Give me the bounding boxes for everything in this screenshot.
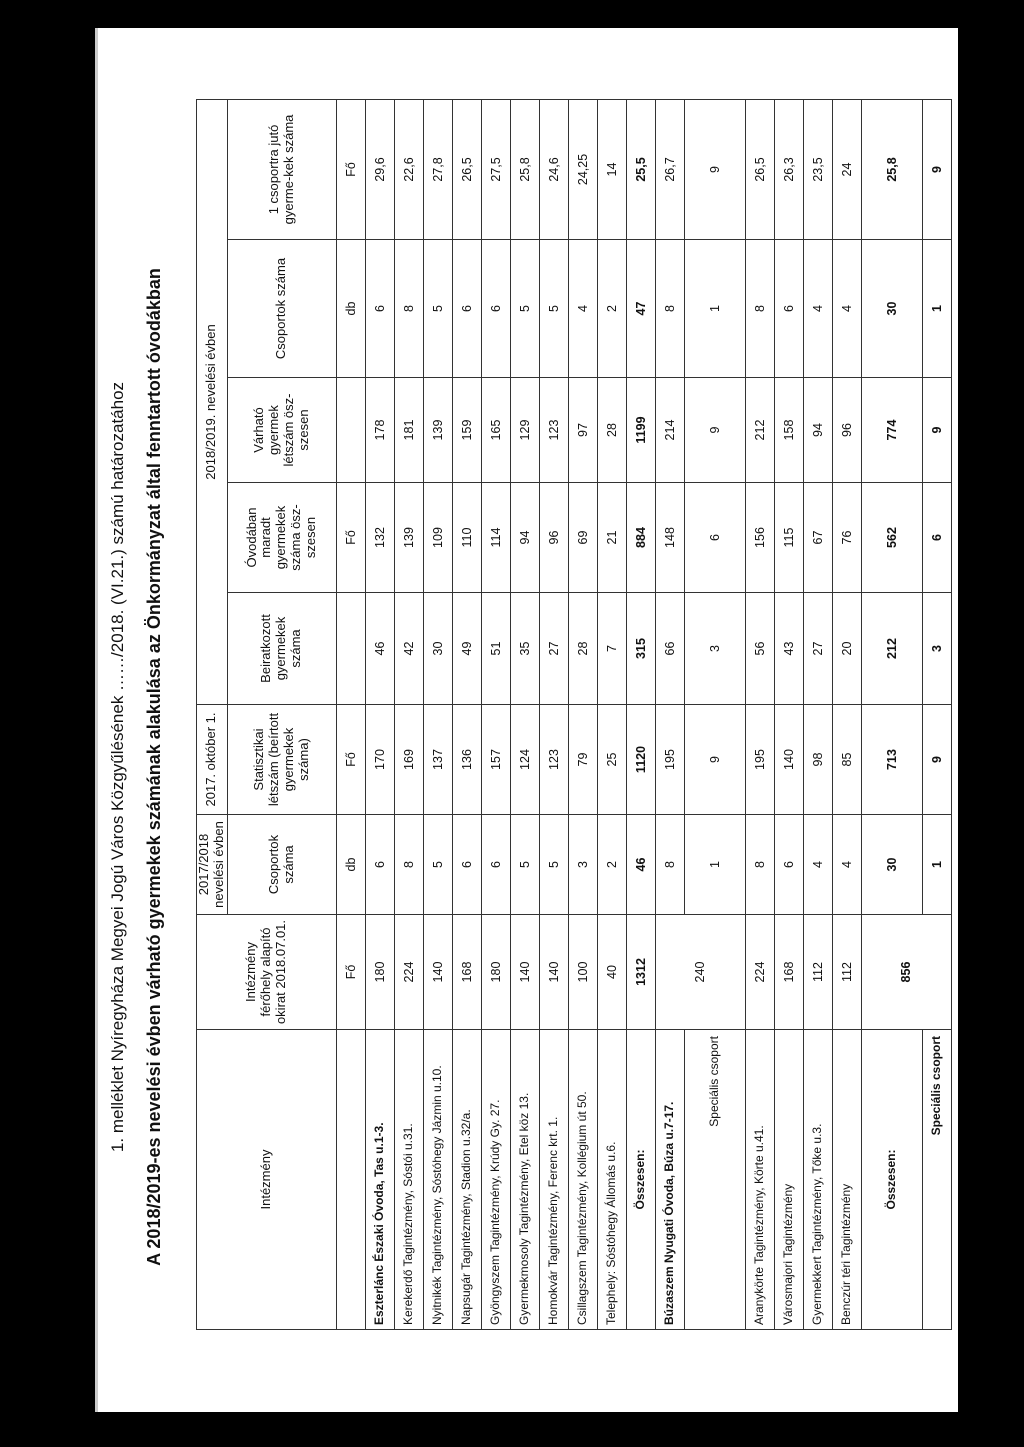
value-cell: 28 xyxy=(568,593,597,705)
value-cell: 170 xyxy=(365,705,394,815)
value-cell: 5 xyxy=(423,815,452,915)
value-cell: 5 xyxy=(539,240,568,378)
value-cell: 27,8 xyxy=(423,99,452,239)
value-cell: 2 xyxy=(597,240,626,378)
value-cell: 123 xyxy=(539,378,568,483)
institution-name: Napsugár Tagintézmény, Stadion u.32/a. xyxy=(452,1030,481,1330)
value-cell: 132 xyxy=(365,483,394,593)
unit-cell-empty xyxy=(336,378,365,483)
header-per-group: 1 csoportra jutó gyerme-kek száma xyxy=(227,99,336,239)
value-cell: 713 xyxy=(861,705,922,815)
value-cell: 195 xyxy=(655,705,684,815)
value-cell: 4 xyxy=(832,240,861,378)
value-cell: 23,5 xyxy=(803,99,832,239)
value-cell: 26,5 xyxy=(745,99,774,239)
value-cell: 6 xyxy=(481,240,510,378)
value-cell: 43 xyxy=(774,593,803,705)
value-cell: 774 xyxy=(861,378,922,483)
table-row xyxy=(394,99,423,1329)
value-cell: 94 xyxy=(510,483,539,593)
capacity-cell: 224 xyxy=(394,915,423,1030)
unit-row xyxy=(336,99,365,1329)
value-cell: 148 xyxy=(655,483,684,593)
value-cell: 1 xyxy=(922,815,951,915)
value-cell: 6 xyxy=(684,483,745,593)
value-cell: 315 xyxy=(626,593,655,705)
value-cell: 21 xyxy=(597,483,626,593)
value-cell: 25,8 xyxy=(510,99,539,239)
value-cell: 22,6 xyxy=(394,99,423,239)
value-cell: 51 xyxy=(481,593,510,705)
header-institution: Intézmény xyxy=(197,1030,337,1330)
value-cell: 42 xyxy=(394,593,423,705)
value-cell: 1 xyxy=(922,240,951,378)
table-row xyxy=(922,99,951,1329)
value-cell: 109 xyxy=(423,483,452,593)
table-row xyxy=(423,99,452,1329)
header-capacity: Intézmény férőhely alapító okirat 2018.07.01. xyxy=(197,915,337,1030)
capacity-cell: 168 xyxy=(774,915,803,1030)
total-label: Összesen: xyxy=(861,1030,922,1330)
value-cell: 8 xyxy=(394,240,423,378)
value-cell: 157 xyxy=(481,705,510,815)
table-row xyxy=(861,99,922,1329)
value-cell: 26,3 xyxy=(774,99,803,239)
value-cell: 5 xyxy=(539,815,568,915)
value-cell: 562 xyxy=(861,483,922,593)
header-expected: Várható gyermek létszám ösz-szesen xyxy=(227,378,336,483)
capacity-cell: 140 xyxy=(510,915,539,1030)
value-cell: 27 xyxy=(539,593,568,705)
table-row xyxy=(803,99,832,1329)
header-groups: Csoportok száma xyxy=(227,815,336,915)
value-cell: 137 xyxy=(423,705,452,815)
value-cell: 94 xyxy=(803,378,832,483)
value-cell: 136 xyxy=(452,705,481,815)
value-cell: 28 xyxy=(597,378,626,483)
capacity-cell: 1312 xyxy=(626,915,655,1030)
value-cell: 30 xyxy=(861,815,922,915)
value-cell: 27,5 xyxy=(481,99,510,239)
value-cell: 9 xyxy=(684,378,745,483)
value-cell: 27 xyxy=(803,593,832,705)
value-cell: 212 xyxy=(861,593,922,705)
value-cell: 6 xyxy=(774,815,803,915)
value-cell: 1199 xyxy=(626,378,655,483)
header-groups-2: Csoportok száma xyxy=(227,240,336,378)
institution-name: Eszterlánc Északi Óvoda, Tas u.1-3. xyxy=(365,1030,394,1330)
value-cell: 30 xyxy=(861,240,922,378)
value-cell: 66 xyxy=(655,593,684,705)
value-cell: 5 xyxy=(510,815,539,915)
value-cell: 115 xyxy=(774,483,803,593)
value-cell: 139 xyxy=(423,378,452,483)
table-row xyxy=(365,99,394,1329)
table-row xyxy=(745,99,774,1329)
value-cell: 79 xyxy=(568,705,597,815)
table-row xyxy=(684,99,745,1329)
value-cell: 96 xyxy=(539,483,568,593)
unit-cell-empty xyxy=(336,593,365,705)
document-page xyxy=(95,28,958,1412)
value-cell: 49 xyxy=(452,593,481,705)
unit-cell: Fő xyxy=(336,99,365,239)
header-year-1819: 2018/2019. nevelési évben xyxy=(197,99,228,704)
institution-name: Gyermekkert Tagintézmény, Tőke u.3. xyxy=(803,1030,832,1330)
table-row xyxy=(832,99,861,1329)
value-cell: 46 xyxy=(626,815,655,915)
value-cell: 26,7 xyxy=(655,99,684,239)
value-cell: 1 xyxy=(684,815,745,915)
value-cell: 47 xyxy=(626,240,655,378)
value-cell: 46 xyxy=(365,593,394,705)
capacity-cell: 112 xyxy=(832,915,861,1030)
capacity-cell: 240 xyxy=(655,915,745,1030)
table-row xyxy=(597,99,626,1329)
value-cell: 3 xyxy=(568,815,597,915)
value-cell: 24,6 xyxy=(539,99,568,239)
value-cell: 9 xyxy=(684,705,745,815)
table-row xyxy=(481,99,510,1329)
value-cell: 6 xyxy=(365,815,394,915)
value-cell: 8 xyxy=(655,240,684,378)
value-cell: 884 xyxy=(626,483,655,593)
value-cell: 159 xyxy=(452,378,481,483)
institution-name: Benczúr téri Tagintézmény xyxy=(832,1030,861,1330)
value-cell: 24 xyxy=(832,99,861,239)
value-cell: 4 xyxy=(568,240,597,378)
value-cell: 158 xyxy=(774,378,803,483)
value-cell: 69 xyxy=(568,483,597,593)
value-cell: 6 xyxy=(452,815,481,915)
value-cell: 178 xyxy=(365,378,394,483)
value-cell: 114 xyxy=(481,483,510,593)
value-cell: 24,25 xyxy=(568,99,597,239)
value-cell: 76 xyxy=(832,483,861,593)
value-cell: 20 xyxy=(832,593,861,705)
unit-cell: Fő xyxy=(336,915,365,1030)
table-row xyxy=(568,99,597,1329)
capacity-cell: 224 xyxy=(745,915,774,1030)
header-year-1718: 2017/2018 nevelési évben xyxy=(197,815,228,915)
value-cell: 140 xyxy=(774,705,803,815)
table-row xyxy=(655,99,684,1329)
value-cell: 9 xyxy=(922,705,951,815)
capacity-cell: 856 xyxy=(861,915,951,1030)
value-cell: 30 xyxy=(423,593,452,705)
value-cell: 124 xyxy=(510,705,539,815)
value-cell: 9 xyxy=(922,99,951,239)
value-cell: 7 xyxy=(597,593,626,705)
capacity-cell: 180 xyxy=(481,915,510,1030)
value-cell: 4 xyxy=(832,815,861,915)
institution-name: Városmajori Tagintézmény xyxy=(774,1030,803,1330)
table-row xyxy=(774,99,803,1329)
institution-name: Kerekerdő Tagintézmény, Sóstói u.31. xyxy=(394,1030,423,1330)
institution-name: Gyöngyszem Tagintézmény, Krúdy Gy. 27. xyxy=(481,1030,510,1330)
table-row xyxy=(510,99,539,1329)
capacity-cell: 168 xyxy=(452,915,481,1030)
value-cell: 56 xyxy=(745,593,774,705)
table-title: A 2018/2019-es nevelési évben várható gyermekek számának alakulása az Önkormányzat által fenntartott óvodákban xyxy=(144,268,164,1266)
value-cell: 25,8 xyxy=(861,99,922,239)
value-cell: 8 xyxy=(745,815,774,915)
institution-name: Gyermekmosoly Tagintézmény, Etel köz 13. xyxy=(510,1030,539,1330)
table-row xyxy=(539,99,568,1329)
rotated-content xyxy=(98,92,958,1412)
capacity-cell: 140 xyxy=(423,915,452,1030)
value-cell: 25,5 xyxy=(626,99,655,239)
value-cell: 156 xyxy=(745,483,774,593)
value-cell: 6 xyxy=(481,815,510,915)
value-cell: 123 xyxy=(539,705,568,815)
value-cell: 29,6 xyxy=(365,99,394,239)
capacity-cell: 112 xyxy=(803,915,832,1030)
value-cell: 8 xyxy=(655,815,684,915)
value-cell: 165 xyxy=(481,378,510,483)
value-cell: 35 xyxy=(510,593,539,705)
value-cell: 214 xyxy=(655,378,684,483)
kindergarten-table xyxy=(196,99,952,1330)
value-cell: 26,5 xyxy=(452,99,481,239)
special-group-label: Speciális csoport xyxy=(684,1030,745,1330)
value-cell: 25 xyxy=(597,705,626,815)
value-cell: 6 xyxy=(365,240,394,378)
value-cell: 129 xyxy=(510,378,539,483)
value-cell: 1120 xyxy=(626,705,655,815)
special-group-label: Speciális csoport xyxy=(922,1030,951,1330)
unit-cell: Fő xyxy=(336,483,365,593)
capacity-cell: 40 xyxy=(597,915,626,1030)
value-cell: 2 xyxy=(597,815,626,915)
header-remaining: Óvodában maradt gyermekek száma ösz-szesen xyxy=(227,483,336,593)
unit-cell: Fő xyxy=(336,705,365,815)
institution-name: Csillagszem Tagintézmény, Kollégium út 50. xyxy=(568,1030,597,1330)
unit-cell: db xyxy=(336,240,365,378)
institution-name: Búzaszem Nyugati Óvoda, Búza u.7-17. xyxy=(655,1030,684,1330)
unit-cell: db xyxy=(336,815,365,915)
value-cell: 195 xyxy=(745,705,774,815)
value-cell: 5 xyxy=(510,240,539,378)
annex-title: 1. melléklet Nyíregyháza Megyei Jogú Város Közgyűlésének ……/2018. (VI.21.) számú határozatához xyxy=(108,381,127,1153)
value-cell: 96 xyxy=(832,378,861,483)
value-cell: 212 xyxy=(745,378,774,483)
value-cell: 4 xyxy=(803,815,832,915)
total-label: Összesen: xyxy=(626,1030,655,1330)
institution-name: Nyitnikék Tagintézmény, Sóstóhegy Jázmin u.10. xyxy=(423,1030,452,1330)
value-cell: 14 xyxy=(597,99,626,239)
value-cell: 1 xyxy=(684,240,745,378)
header-statistical: Statisztikai létszám (beírtott gyermekek száma) xyxy=(227,705,336,815)
value-cell: 4 xyxy=(803,240,832,378)
value-cell: 139 xyxy=(394,483,423,593)
value-cell: 3 xyxy=(922,593,951,705)
institution-name: Homokvár Tagintézmény, Ferenc krt. 1. xyxy=(539,1030,568,1330)
value-cell: 181 xyxy=(394,378,423,483)
value-cell: 98 xyxy=(803,705,832,815)
value-cell: 110 xyxy=(452,483,481,593)
institution-name: Aranykörte Tagintézmény, Körte u.41. xyxy=(745,1030,774,1330)
value-cell: 5 xyxy=(423,240,452,378)
capacity-cell: 140 xyxy=(539,915,568,1030)
value-cell: 6 xyxy=(452,240,481,378)
institution-name: Telephely: Sóstóhegy Állomás u.6. xyxy=(597,1030,626,1330)
value-cell: 3 xyxy=(684,593,745,705)
table-row xyxy=(626,99,655,1329)
table-row xyxy=(452,99,481,1329)
value-cell: 8 xyxy=(394,815,423,915)
value-cell: 9 xyxy=(684,99,745,239)
header-oct-2017: 2017. október 1. xyxy=(197,705,228,815)
value-cell: 67 xyxy=(803,483,832,593)
value-cell: 9 xyxy=(922,378,951,483)
value-cell: 169 xyxy=(394,705,423,815)
value-cell: 97 xyxy=(568,378,597,483)
capacity-cell: 100 xyxy=(568,915,597,1030)
value-cell: 85 xyxy=(832,705,861,815)
value-cell: 6 xyxy=(922,483,951,593)
capacity-cell: 180 xyxy=(365,915,394,1030)
value-cell: 8 xyxy=(745,240,774,378)
header-enrolled: Beiratkozott gyermekek száma xyxy=(227,593,336,705)
value-cell: 6 xyxy=(774,240,803,378)
unit-cell-empty xyxy=(336,1030,365,1330)
